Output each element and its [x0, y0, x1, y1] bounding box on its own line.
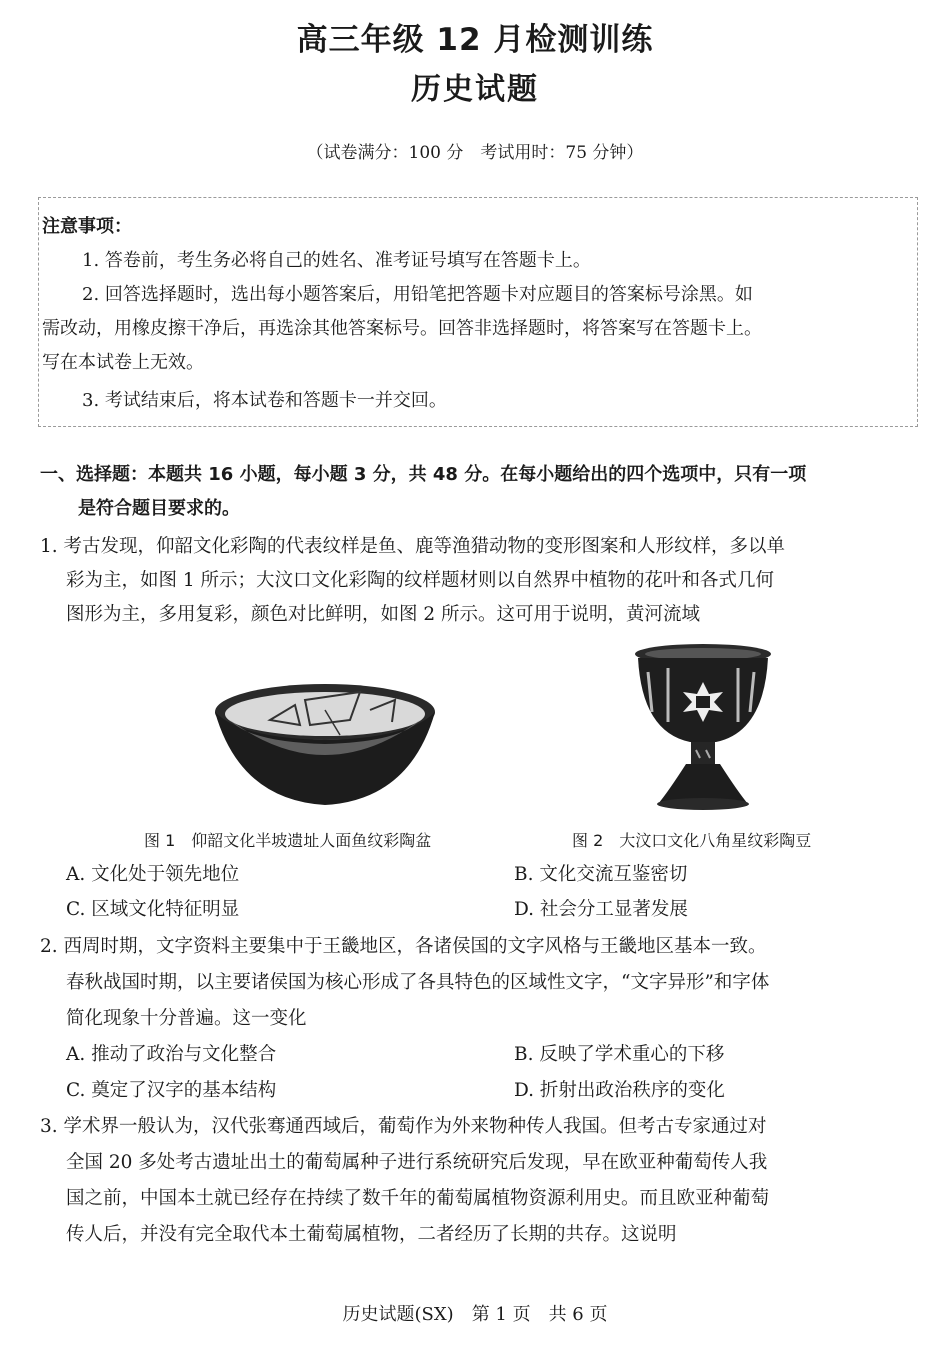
- exam-title: 高三年级 12 月检测训练: [296, 22, 654, 58]
- question-2-text: 简化现象十分普遍。这一变化: [66, 1008, 307, 1029]
- question-1-option-b: B. 文化交流互鉴密切: [514, 864, 688, 885]
- question-2-option-c: C. 奠定了汉字的基本结构: [66, 1080, 277, 1101]
- question-3-text: 全国 20 多处考古遗址出土的葡萄属种子进行系统研究后发现，早在欧亚种葡萄传人我: [66, 1152, 768, 1173]
- notice-heading: 注意事项：: [42, 216, 132, 237]
- section-heading-cont: 是符合题目要求的。: [78, 498, 240, 519]
- question-2-option-b: B. 反映了学术重心的下移: [514, 1044, 725, 1065]
- page-footer: 历史试题(SX) 第 1 页 共 6 页: [342, 1304, 608, 1325]
- notice-line: 3. 考试结束后，将本试卷和答题卡一并交回。: [82, 390, 447, 411]
- notice-line: 1. 答卷前，考生务必将自己的姓名、准考证号填写在答题卡上。: [82, 250, 591, 271]
- exam-info: （试卷满分：100 分 考试用时：75 分钟）: [306, 143, 644, 163]
- figure-1-caption: 图 1 仰韶文化半坡遗址人面鱼纹彩陶盆: [144, 831, 432, 850]
- question-2-text: 春秋战国时期，以主要诸侯国为核心形成了各具特色的区域性文字，“文字异形”和字体: [66, 972, 770, 993]
- figure-2-caption: 图 2 大汶口文化八角星纹彩陶豆: [572, 831, 812, 850]
- figure-1-bowl-image: [210, 680, 440, 810]
- question-1-text: 图形为主，多用复彩，颜色对比鲜明，如图 2 所示。这可用于说明，黄河流域: [66, 604, 701, 625]
- question-2-text: 2. 西周时期，文字资料主要集中于王畿地区，各诸侯国的文字风格与王畿地区基本一致。: [40, 936, 767, 957]
- question-2-option-d: D. 折射出政治秩序的变化: [514, 1080, 725, 1101]
- question-1-option-a: A. 文化处于领先地位: [66, 864, 240, 885]
- question-2-option-a: A. 推动了政治与文化整合: [66, 1044, 277, 1065]
- question-3-text: 国之前，中国本土就已经存在持续了数千年的葡萄属植物资源利用史。而且欧亚种葡萄: [66, 1188, 770, 1209]
- question-1-text: 彩为主，如图 1 所示；大汶口文化彩陶的纹样题材则以自然界中植物的花叶和各式几何: [66, 570, 775, 591]
- notice-line: 需改动，用橡皮擦干净后，再选涂其他答案标号。回答非选择题时，将答案写在答题卡上。: [42, 318, 762, 339]
- question-1-option-d: D. 社会分工显著发展: [514, 899, 688, 920]
- question-1-text: 1. 考古发现，仰韶文化彩陶的代表纹样是鱼、鹿等渔猎动物的变形图案和人形纹样，多以单: [40, 536, 786, 557]
- question-1-option-c: C. 区域文化特征明显: [66, 899, 240, 920]
- section-heading: 一、选择题：本题共 16 小题，每小题 3 分，共 48 分。在每小题给出的四个选项中，只有一项: [40, 464, 807, 485]
- question-3-text: 3. 学术界一般认为，汉代张骞通西域后，葡萄作为外来物种传人我国。但考古专家通过对: [40, 1116, 767, 1137]
- question-3-text: 传人后，并没有完全取代本土葡萄属植物，二者经历了长期的共存。这说明: [66, 1224, 677, 1245]
- notice-line: 写在本试卷上无效。: [42, 352, 204, 373]
- figure-2-goblet-image: [628, 642, 778, 812]
- subject-title: 历史试题: [411, 72, 539, 107]
- notice-line: 2. 回答选择题时，选出每小题答案后，用铅笔把答题卡对应题目的答案标号涂黑。如: [82, 284, 753, 305]
